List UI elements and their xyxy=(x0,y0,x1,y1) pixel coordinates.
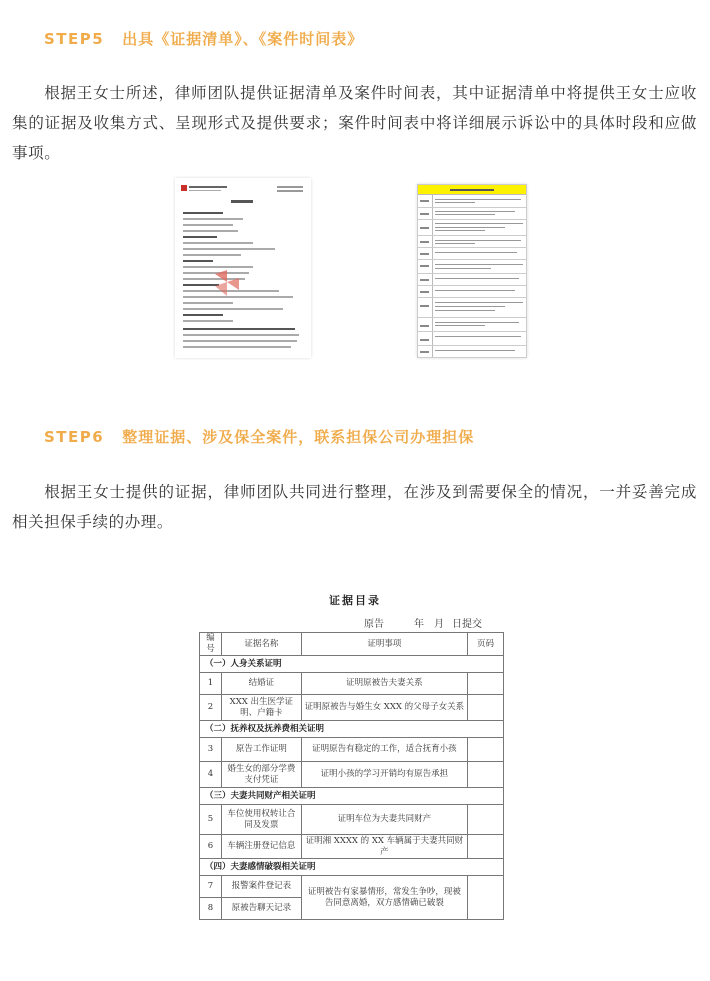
table-row xyxy=(200,835,504,859)
step6-title: 整理证据、涉及保全案件，联系担保公司办理担保 xyxy=(122,428,475,446)
step5-heading xyxy=(44,28,363,49)
row-no: 4 xyxy=(200,762,222,788)
section-title: （二）抚养权及抚养费相关证明 xyxy=(200,721,504,738)
step5-title: 出具《证据清单》、《案件时间表》 xyxy=(122,30,364,48)
row-matter: 证明湘 XXXX 的 XX 车辆属于夫妻共同财产 xyxy=(301,835,467,859)
row-no: 2 xyxy=(200,695,222,721)
row-no: 1 xyxy=(200,673,222,695)
section-row xyxy=(200,721,504,738)
row-no: 8 xyxy=(200,898,222,920)
section-row xyxy=(200,656,504,673)
row-page xyxy=(468,805,504,835)
step5-paragraph xyxy=(12,78,697,168)
row-page xyxy=(468,695,504,721)
section-title: （四）夫妻感情破裂相关证明 xyxy=(200,859,504,876)
row-name: XXX 出生医学证明、户籍卡 xyxy=(221,695,301,721)
step5-paragraph-text: 根据王女士所述，律师团队提供证据清单及案件时间表，其中证据清单中将提供王女士应收集的证据及收集方式、呈现形式及提供要求；案件时间表中将详细展示诉讼中的具体时段和应做事项。 xyxy=(12,84,697,162)
table-header-row xyxy=(200,633,504,656)
step6-heading xyxy=(44,426,474,447)
case-timeline-thumbnail xyxy=(417,184,527,358)
row-name: 车位使用权转让合同及发票 xyxy=(221,805,301,835)
row-matter: 证明小孩的学习开销均有原告承担 xyxy=(301,762,467,788)
evidence-catalog-title: 证据目录 xyxy=(329,594,381,607)
section-row xyxy=(200,788,504,805)
row-page xyxy=(468,738,504,762)
row-matter: 证明原被告夫妻关系 xyxy=(301,673,467,695)
header-matter: 证明事项 xyxy=(301,633,467,656)
section-title: （三）夫妻共同财产相关证明 xyxy=(200,788,504,805)
table-row xyxy=(200,695,504,721)
row-name: 原被告聊天记录 xyxy=(221,898,301,920)
table-row xyxy=(200,805,504,835)
row-page xyxy=(468,835,504,859)
row-name: 婚生女的部分学费支付凭证 xyxy=(221,762,301,788)
row-page xyxy=(468,762,504,788)
subtitle-month: 月 xyxy=(434,619,444,630)
row-no: 6 xyxy=(200,835,222,859)
table-row xyxy=(200,673,504,695)
table-row xyxy=(200,762,504,788)
row-page xyxy=(468,673,504,695)
subtitle-year: 年 xyxy=(414,619,424,630)
row-page xyxy=(468,876,504,920)
red-seal-icon xyxy=(213,268,241,298)
section-title: （一）人身关系证明 xyxy=(200,656,504,673)
step6-paragraph xyxy=(12,477,697,537)
header-page: 页码 xyxy=(468,633,504,656)
row-name: 结婚证 xyxy=(221,673,301,695)
table-row xyxy=(200,876,504,898)
row-matter-merged: 证明被告有家暴情形，常发生争吵，现被告同意离婚，双方感情确已破裂 xyxy=(301,876,467,920)
header-name: 证据名称 xyxy=(221,633,301,656)
subtitle-party: 原告 xyxy=(364,619,384,630)
step5-tag: STEP5 xyxy=(44,30,105,48)
step6-paragraph-text: 根据王女士提供的证据，律师团队共同进行整理，在涉及到需要保全的情况，一并妥善完成相关担保手续的办理。 xyxy=(12,483,697,531)
evidence-catalog-table xyxy=(199,632,504,920)
evidence-list-thumbnail xyxy=(175,178,311,358)
row-name: 报警案件登记表 xyxy=(221,876,301,898)
row-no: 7 xyxy=(200,876,222,898)
row-matter: 证明原告有稳定的工作，适合抚育小孩 xyxy=(301,738,467,762)
row-no: 3 xyxy=(200,738,222,762)
table-row xyxy=(200,738,504,762)
row-matter: 证明车位为夫妻共同财产 xyxy=(301,805,467,835)
step6-tag: STEP6 xyxy=(44,428,105,446)
section-row xyxy=(200,859,504,876)
row-name: 车辆注册登记信息 xyxy=(221,835,301,859)
header-no: 编号 xyxy=(200,633,222,656)
row-no: 5 xyxy=(200,805,222,835)
subtitle-date: 日提交 xyxy=(452,619,482,630)
row-name: 原告工作证明 xyxy=(221,738,301,762)
row-matter: 证明原被告与婚生女 XXX 的父母子女关系 xyxy=(301,695,467,721)
